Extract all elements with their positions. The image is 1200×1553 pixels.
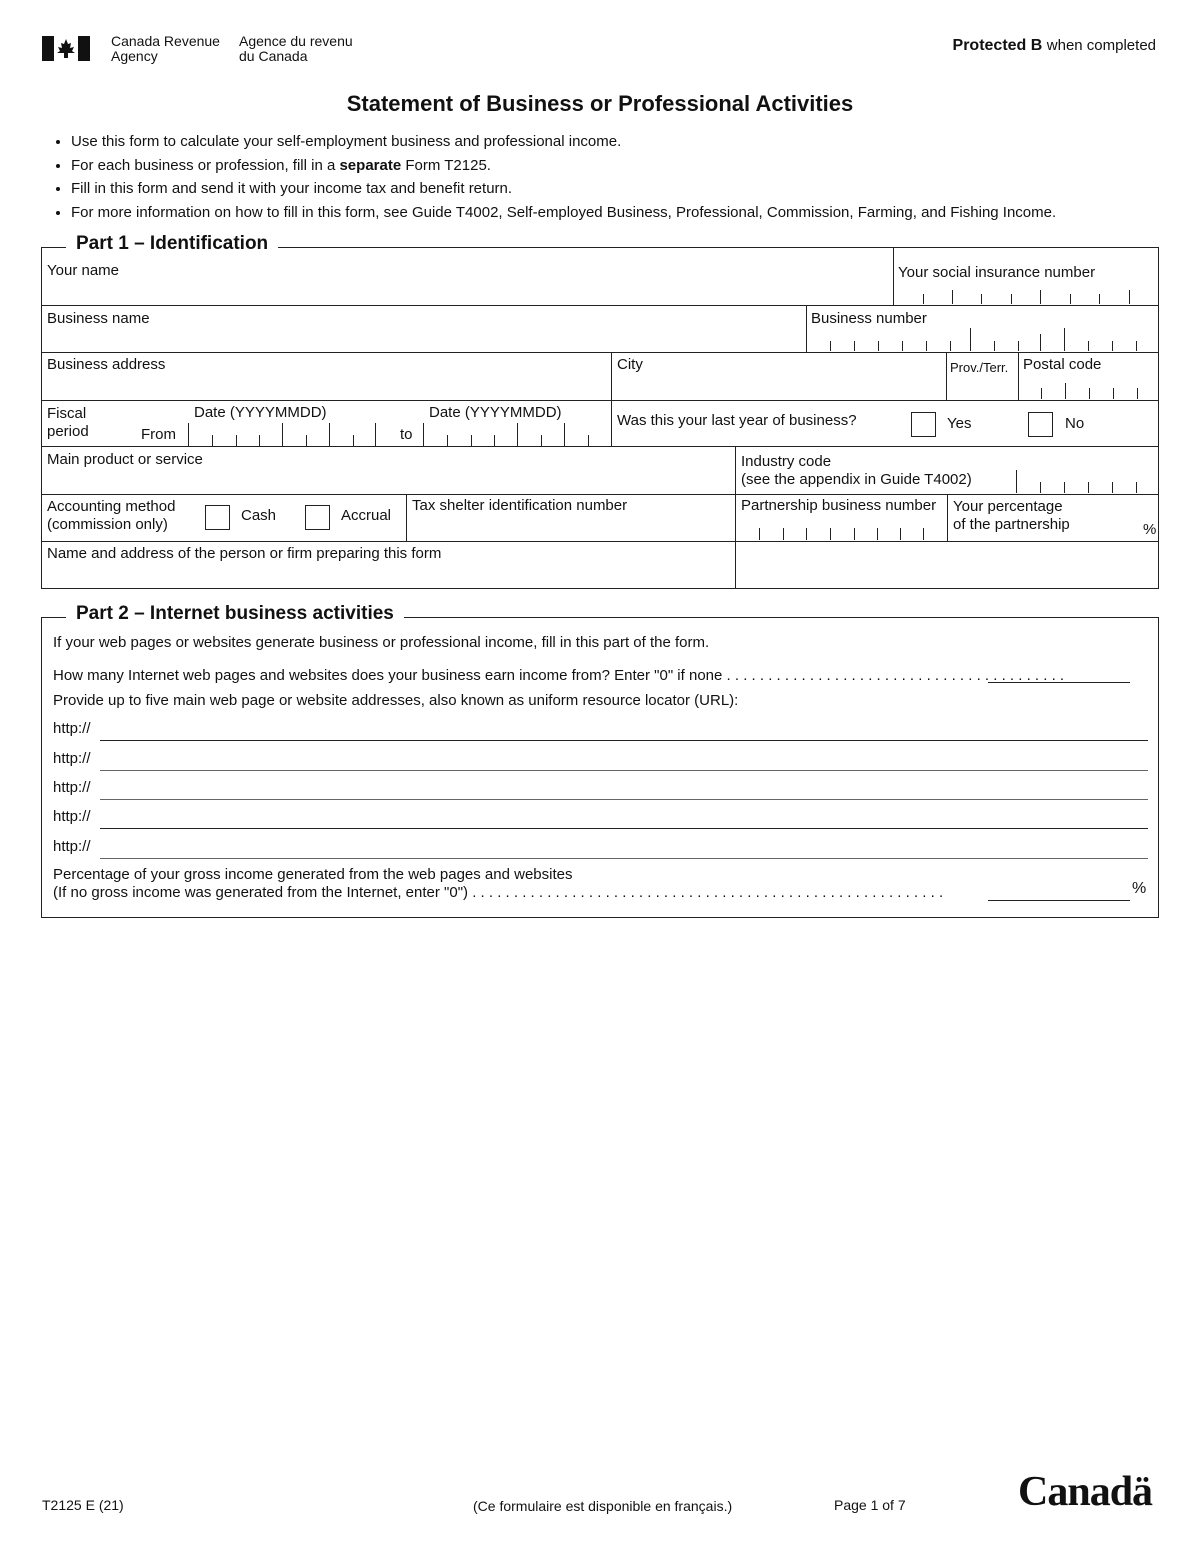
protected-b-notice	[953, 37, 1156, 55]
percentage-label-line1: Your percentage	[953, 498, 1063, 515]
form-identifier: T2125 E (21)	[42, 1497, 124, 1513]
url-input-1[interactable]	[100, 740, 1148, 741]
accrual-label: Accrual	[341, 507, 392, 524]
row-divider	[41, 400, 1159, 401]
business-number-label: Business number	[811, 310, 927, 327]
part1-title: Part 1 – Identification	[66, 233, 278, 255]
leader-dots: . . . . . . . . . . . . . . . . . . . . . . . . . . . . . . . . . . . . . . . . . . . . . . . . . . . . . . . . .	[472, 884, 944, 901]
city-label: City	[617, 356, 643, 373]
instruction-text: Form T2125.	[405, 156, 491, 174]
main-product-label: Main product or service	[47, 451, 203, 468]
business-address-field[interactable]	[45, 375, 605, 397]
business-address-label: Business address	[47, 356, 166, 373]
instruction-item: • Fill in this form and send it with your income tax and benefit return.	[71, 177, 1056, 201]
main-product-field[interactable]	[45, 470, 730, 492]
row-divider	[41, 352, 1159, 353]
fiscal-to-date-field[interactable]	[423, 423, 611, 446]
business-name-label: Business name	[47, 310, 150, 327]
no-label: No	[1065, 415, 1085, 432]
how-many-text: How many Internet web pages and websites does your business earn income from? Enter "0" if none	[53, 667, 723, 684]
preparer-field[interactable]	[45, 564, 1155, 586]
row-divider	[41, 305, 1159, 306]
your-name-label: Your name	[47, 262, 119, 279]
agency-name-french	[239, 34, 353, 64]
percent-sign: %	[1143, 521, 1157, 538]
prov-terr-field[interactable]	[948, 377, 1016, 398]
accrual-checkbox[interactable]	[305, 505, 330, 530]
how-many-question	[53, 667, 1065, 685]
instruction-item: • Use this form to calculate your self-employment business and professional income.	[71, 130, 1056, 154]
partnership-bn-field[interactable]	[737, 522, 945, 540]
col-divider	[806, 305, 807, 352]
protected-b-label: Protected B	[952, 37, 1043, 54]
accounting-method-label-line2: (commission only)	[47, 516, 168, 533]
agency-en-line2: Agency	[111, 48, 158, 64]
industry-code-label-line2: (see the appendix in Guide T4002)	[741, 471, 972, 488]
instruction-item	[71, 154, 1056, 178]
agency-en-line1: Canada Revenue	[111, 33, 220, 49]
partnership-bn-label: Partnership business number	[741, 497, 937, 514]
government-flag-logo	[42, 36, 90, 61]
date-from-format-label: Date (YYYYMMDD)	[194, 404, 327, 421]
last-year-question: Was this your last year of business?	[617, 412, 857, 429]
url-prefix: http://	[53, 750, 91, 767]
url-prefix: http://	[53, 808, 91, 825]
sin-field[interactable]	[896, 284, 1156, 304]
business-name-field[interactable]	[45, 328, 800, 350]
fiscal-from-date-field[interactable]	[188, 423, 376, 446]
date-to-format-label: Date (YYYYMMDD)	[429, 404, 562, 421]
agency-fr-line2: du Canada	[239, 48, 308, 64]
tax-shelter-label: Tax shelter identification number	[412, 497, 628, 514]
col-divider	[1018, 352, 1019, 400]
instruction-text: For each business or profession, fill in a	[71, 156, 336, 174]
industry-code-label-line1: Industry code	[741, 453, 832, 470]
protected-when-completed: when completed	[1046, 37, 1156, 54]
url-prefix: http://	[53, 720, 91, 737]
city-field[interactable]	[615, 375, 940, 397]
url-prefix: http://	[53, 838, 91, 855]
col-divider	[946, 352, 947, 400]
part2-title: Part 2 – Internet business activities	[66, 603, 404, 625]
cash-checkbox[interactable]	[205, 505, 230, 530]
url-input-5[interactable]	[100, 858, 1148, 859]
row-divider	[41, 446, 1159, 447]
col-divider	[893, 247, 894, 305]
french-availability-note: (Ce formulaire est disponible en français.)	[473, 1498, 733, 1514]
row-divider	[41, 541, 1159, 542]
maple-leaf-icon	[42, 36, 90, 61]
sin-label: Your social insurance number	[898, 264, 1096, 281]
instructions-list	[52, 130, 1056, 224]
internet-percentage-input[interactable]	[988, 900, 1130, 901]
canada-wordmark: Canadä	[1018, 1469, 1153, 1515]
from-label: From	[141, 426, 176, 443]
url-input-4[interactable]	[100, 828, 1148, 829]
postal-code-field[interactable]	[1020, 376, 1158, 399]
postal-code-label: Postal code	[1023, 356, 1102, 373]
percent-sign: %	[1132, 880, 1147, 897]
industry-code-field[interactable]	[1016, 470, 1158, 493]
your-name-field[interactable]	[45, 282, 885, 302]
percentage-label-line2: of the partnership	[953, 516, 1070, 533]
last-year-no-checkbox[interactable]	[1028, 412, 1053, 437]
percentage-gross-text: (If no gross income was generated from the Internet, enter "0")	[53, 884, 469, 901]
col-divider	[947, 494, 948, 541]
fiscal-label-line1: Fiscal	[47, 405, 87, 422]
instruction-emphasis: separate	[339, 156, 402, 174]
partnership-percentage-field[interactable]	[1080, 518, 1140, 538]
last-year-yes-checkbox[interactable]	[911, 412, 936, 437]
prov-terr-label: Prov./Terr.	[950, 360, 1009, 375]
leader-dots: . . . . . . . . . . . . . . . . . . . . . . . . . . . . . . . . . . . . . . . . .	[726, 667, 1065, 684]
to-label: to	[400, 426, 413, 443]
how-many-input[interactable]	[988, 682, 1130, 683]
provide-urls-text: Provide up to five main web page or website addresses, also known as uniform resource locator (URL):	[53, 692, 739, 709]
col-divider	[406, 494, 407, 541]
preparer-label: Name and address of the person or firm preparing this form	[47, 545, 442, 562]
url-input-3[interactable]	[100, 799, 1148, 800]
percentage-gross-line1: Percentage of your gross income generated from the web pages and websites	[53, 866, 573, 883]
cash-label: Cash	[241, 507, 277, 524]
url-prefix: http://	[53, 779, 91, 796]
fiscal-label-line2: period	[47, 423, 89, 440]
row-divider	[41, 494, 1159, 495]
instruction-item: • For more information on how to fill in this form, see Guide T4002, Self-employed Business, Professional, Commission, Farming, and Fishing Income.	[71, 201, 1056, 225]
page-number: Page 1 of 7	[834, 1497, 906, 1513]
agency-fr-line1: Agence du revenu	[239, 33, 353, 49]
accounting-method-label-line1: Accounting method	[47, 498, 176, 515]
business-number-field[interactable]	[808, 328, 1158, 351]
url-input-2[interactable]	[100, 770, 1148, 771]
percentage-gross-line2	[53, 884, 978, 902]
col-divider	[611, 352, 612, 446]
tax-shelter-field[interactable]	[410, 516, 730, 538]
yes-label: Yes	[947, 415, 972, 432]
agency-name-english	[111, 34, 220, 64]
part2-intro: If your web pages or websites generate business or professional income, fill in this part of the form.	[53, 634, 710, 651]
form-title: Statement of Business or Professional Activities	[346, 91, 854, 116]
